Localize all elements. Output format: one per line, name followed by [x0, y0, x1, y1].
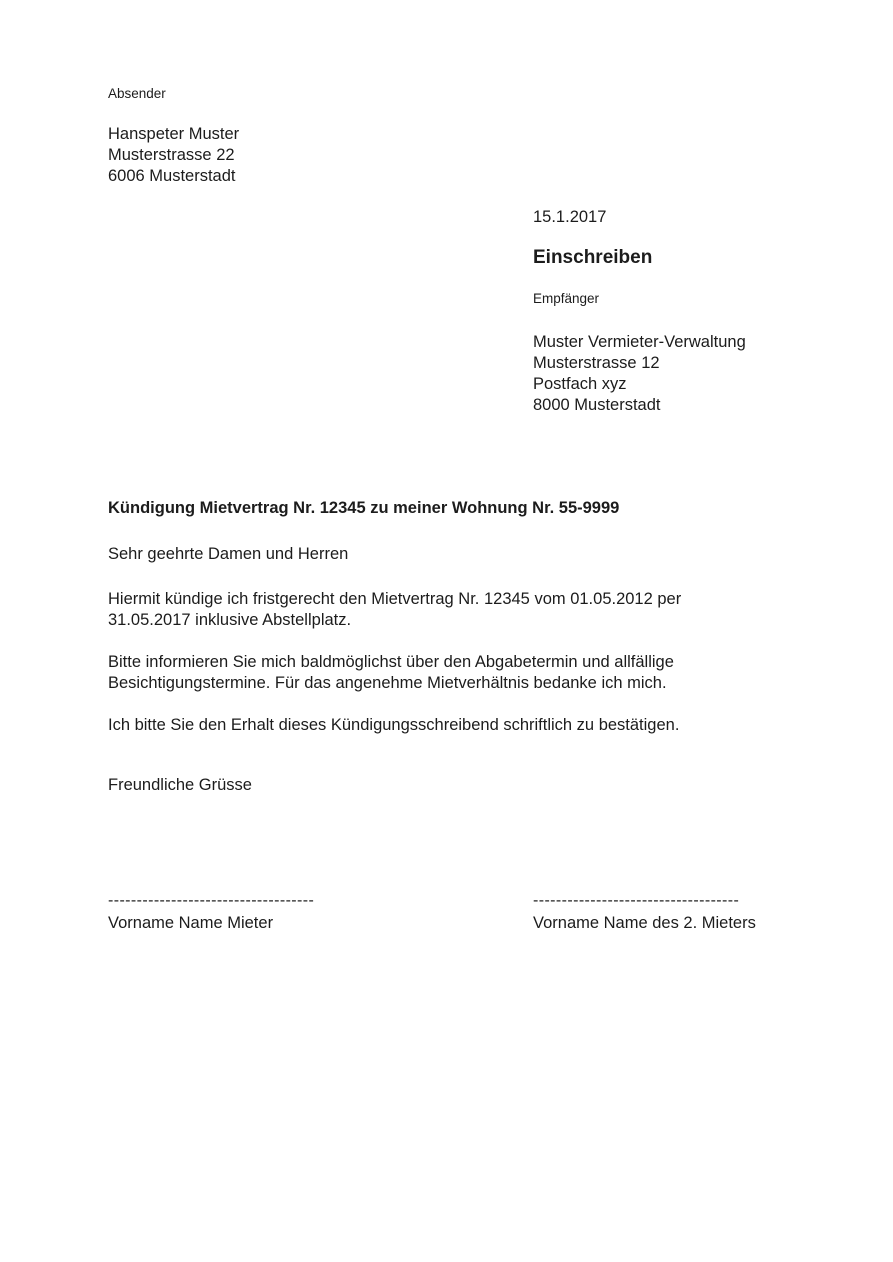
- recipient-name: Muster Vermieter-Verwaltung: [533, 333, 746, 351]
- signature-line-2: ------------------------------------: [533, 892, 740, 909]
- paragraph-3: Ich bitte Sie den Erhalt dieses Kündigungsschreibend schriftlich zu bestätigen.: [108, 716, 680, 734]
- sender-name: Hanspeter Muster: [108, 125, 240, 143]
- delivery-type: Einschreiben: [533, 247, 653, 268]
- closing: Freundliche Grüsse: [108, 776, 252, 794]
- signature-label-1: Vorname Name Mieter: [108, 914, 274, 932]
- signature-row: [108, 894, 813, 934]
- paragraph-2-line-1: Bitte informieren Sie mich baldmöglichst über den Abgabetermin und allfällige: [108, 653, 674, 671]
- signature-tenant-2: [533, 894, 893, 934]
- recipient-label: Empfänger: [533, 291, 600, 306]
- sender-address: [108, 124, 813, 187]
- subject-line: Kündigung Mietvertrag Nr. 12345 zu meiner Wohnung Nr. 55-9999: [108, 499, 620, 517]
- recipient-column: [533, 207, 813, 416]
- signature-tenant-1: [108, 894, 533, 934]
- letter-date: 15.1.2017: [533, 208, 607, 226]
- salutation: Sehr geehrte Damen und Herren: [108, 545, 349, 563]
- paragraph-1: [108, 589, 813, 631]
- paragraph-1-line-1: Hiermit kündige ich fristgerecht den Mietvertrag Nr. 12345 vom 01.05.2012 per: [108, 590, 682, 608]
- signature-line-1: ------------------------------------: [108, 892, 315, 909]
- recipient-pobox: Postfach xyz: [533, 375, 627, 393]
- signature-label-2: Vorname Name des 2. Mieters: [533, 914, 756, 932]
- paragraph-2-line-2: Besichtigungstermine. Für das angenehme Mietverhältnis bedanke ich mich.: [108, 674, 667, 692]
- recipient-street: Musterstrasse 12: [533, 354, 660, 372]
- recipient-city: 8000 Musterstadt: [533, 396, 661, 414]
- sender-street: Musterstrasse 22: [108, 146, 235, 164]
- recipient-address: [533, 332, 813, 416]
- paragraph-1-line-2: 31.05.2017 inklusive Abstellplatz.: [108, 611, 352, 629]
- sender-city: 6006 Musterstadt: [108, 167, 236, 185]
- sender-label: Absender: [108, 86, 166, 101]
- paragraph-2: [108, 652, 813, 694]
